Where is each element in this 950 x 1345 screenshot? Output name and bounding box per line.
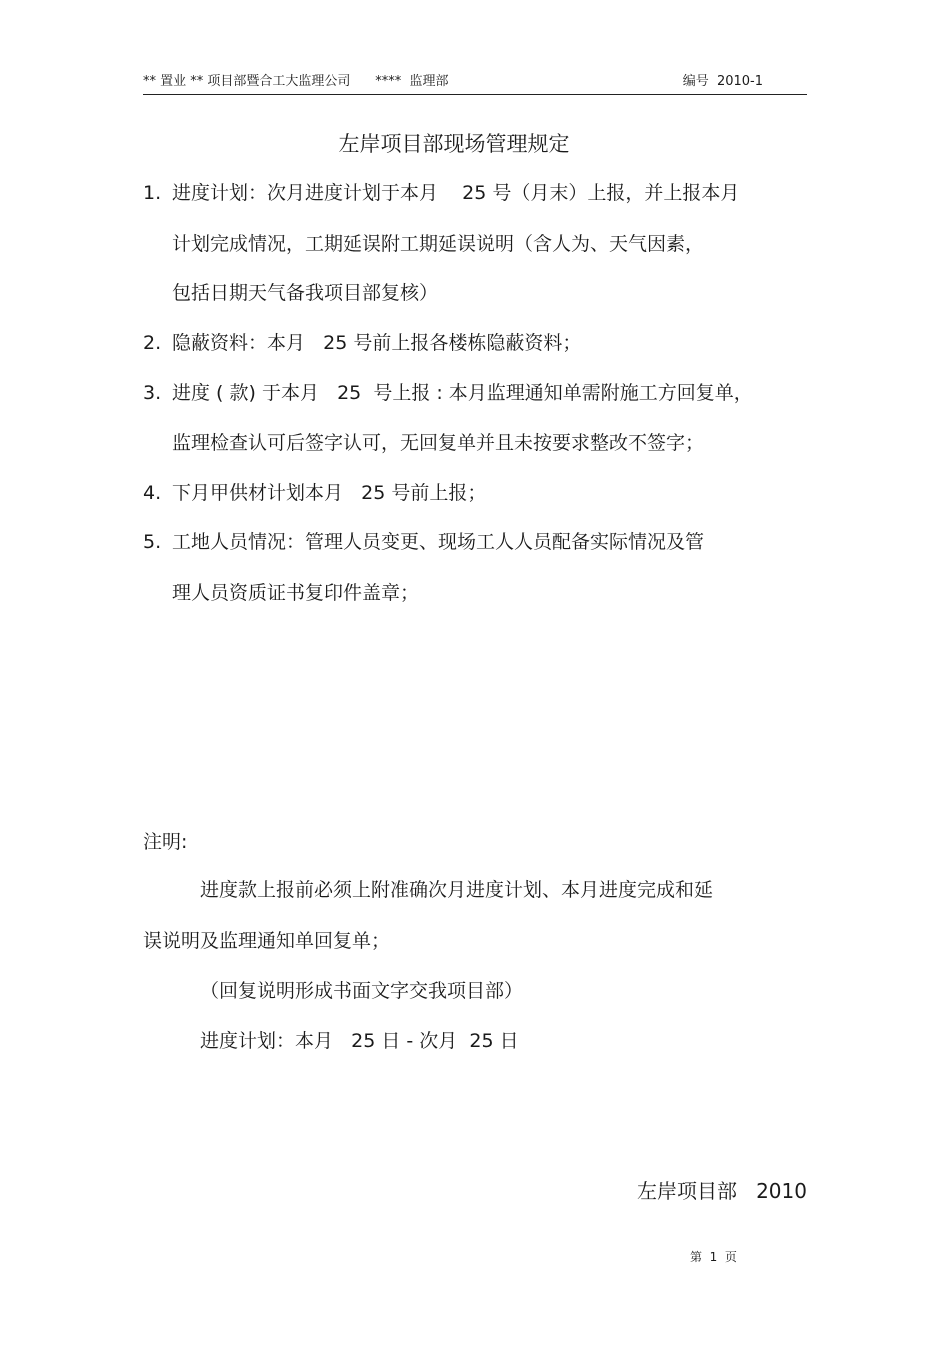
list-item-5-text: 工地人员情况：管理人员变更、现场工人人员配备实际情况及管 <box>172 531 705 553</box>
page-number: 第 1 页 <box>690 1250 737 1264</box>
list-item-1-line-2: 计划完成情况，工期延误附工期延误说明（含人为、天气因素， <box>172 233 705 255</box>
list-item-1-number: 1. <box>143 182 162 204</box>
header-left-text: ** 置业 ** 项目部暨合工大监理公司 **** 监理部 <box>143 74 449 89</box>
list-item-1-line-3: 包括日期天气备我项目部复核） <box>172 282 439 304</box>
list-item-5-line-2: 理人员资质证书复印件盖章； <box>172 582 420 604</box>
list-item-2-line-1 <box>143 330 581 356</box>
document-title: 左岸项目部现场管理规定 <box>338 132 570 156</box>
list-item-4-line-1 <box>143 480 486 506</box>
list-item-3-line-1 <box>143 380 753 406</box>
note-schedule-line: 进度计划：本月 25 日 - 次月 25 日 <box>200 1030 519 1052</box>
document-number: 编号 2010-1 <box>682 74 763 89</box>
list-item-1-text: 进度计划：次月进度计划于本月 25 号（月末）上报，并上报本月 <box>172 182 740 204</box>
list-item-2-number: 2. <box>143 332 162 354</box>
list-item-5-line-1 <box>143 529 704 555</box>
signature: 左岸项目部 2010 <box>637 1179 807 1203</box>
note-paragraph-line-1: 进度款上报前必须上附准确次月进度计划、本月进度完成和延 <box>200 879 714 901</box>
list-item-3-text: 进度 ( 款) 于本月 25 号上报 : 本月监理通知单需附施工方回复单， <box>172 382 753 404</box>
note-label: 注明: <box>143 831 188 853</box>
list-item-4-text: 下月甲供材计划本月 25 号前上报； <box>172 482 487 504</box>
list-item-2-text: 隐蔽资料：本月 25 号前上报各楼栋隐蔽资料； <box>172 332 582 354</box>
list-item-1-line-1 <box>143 180 739 206</box>
list-item-4-number: 4. <box>143 482 162 504</box>
header-divider <box>143 94 807 95</box>
note-submission-line: （回复说明形成书面文字交我项目部） <box>200 980 524 1002</box>
list-item-3-number: 3. <box>143 382 162 404</box>
note-paragraph-line-2: 误说明及监理通知单回复单； <box>143 930 391 952</box>
list-item-3-line-2: 监理检查认可后签字认可，无回复单并且未按要求整改不签字； <box>172 432 705 454</box>
list-item-5-number: 5. <box>143 531 162 553</box>
